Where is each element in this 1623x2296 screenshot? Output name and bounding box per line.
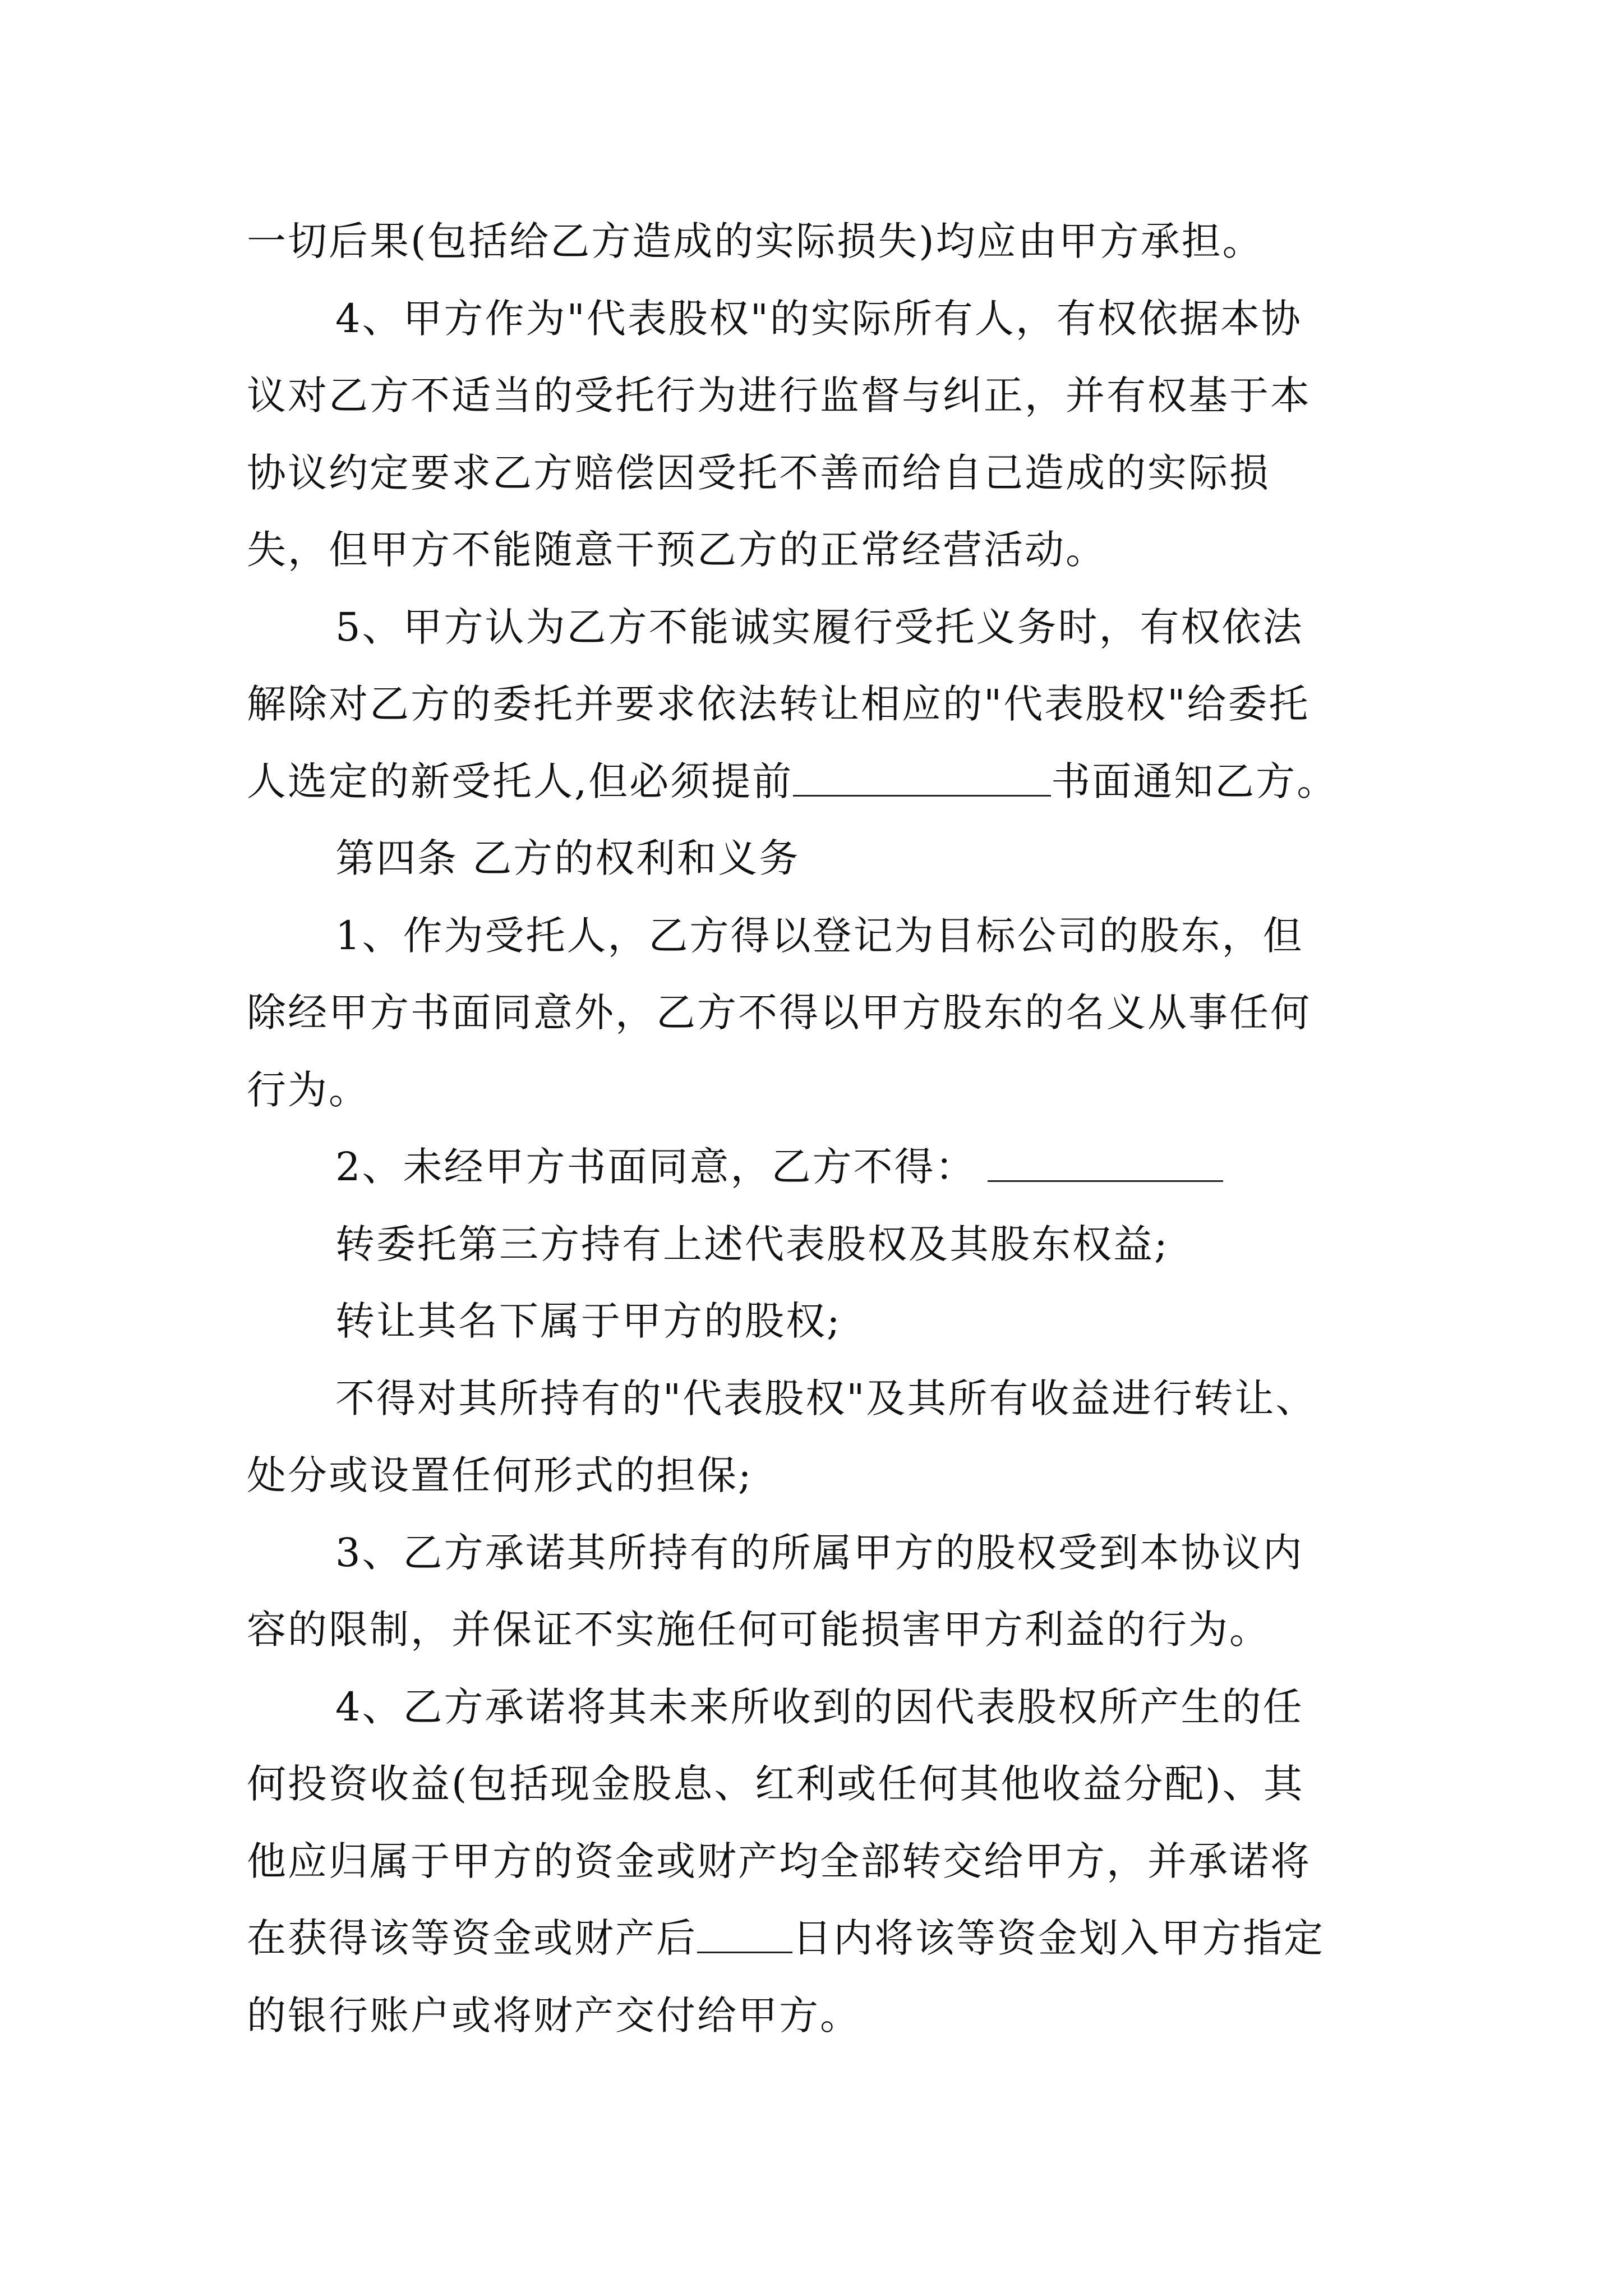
fill-in-blank[interactable] bbox=[988, 1133, 1223, 1182]
text-segment: 在获得该等资金或财产后 bbox=[247, 1915, 697, 1961]
text-line-with-blank bbox=[335, 1133, 1223, 1200]
section-heading: 第四条 乙方的权利和义务 bbox=[335, 835, 800, 881]
text-line: 处分或设置任何形式的担保; bbox=[247, 1452, 753, 1498]
text-line: 的银行账户或将财产交付给甲方。 bbox=[247, 1993, 861, 2039]
text-line: 他应归属于甲方的资金或财产均全部转交给甲方，并承诺将 bbox=[247, 1838, 1311, 1884]
fill-in-blank[interactable] bbox=[793, 748, 1051, 797]
text-line: 转让其名下属于甲方的股权; bbox=[335, 1298, 842, 1344]
text-line: 解除对乙方的委托并要求依法转让相应的"代表股权"给委托 bbox=[247, 681, 1310, 727]
text-line: 失，但甲方不能随意干预乙方的正常经营活动。 bbox=[247, 527, 1106, 573]
text-line: 容的限制，并保证不实施任何可能损害甲方利益的行为。 bbox=[247, 1607, 1270, 1653]
text-segment: 人选定的新受托人,但必须提前 bbox=[247, 758, 794, 804]
fill-in-blank[interactable] bbox=[697, 1904, 792, 1953]
text-segment: 日内将该等资金划入甲方指定 bbox=[792, 1915, 1325, 1961]
text-line: 除经甲方书面同意外，乙方不得以甲方股东的名义从事任何 bbox=[247, 990, 1311, 1036]
text-line: 转委托第三方持有上述代表股权及其股东权益; bbox=[335, 1221, 1169, 1267]
text-line: 5、甲方认为乙方不能诚实履行受托义务时，有权依法 bbox=[335, 604, 1304, 650]
text-line: 何投资收益(包括现金股息、红利或任何其他收益分配)、其 bbox=[247, 1761, 1304, 1807]
text-line: 不得对其所持有的"代表股权"及其所有收益进行转让、 bbox=[335, 1375, 1317, 1421]
text-line: 1、作为受托人，乙方得以登记为目标公司的股东，但 bbox=[335, 913, 1304, 959]
text-line: 协议约定要求乙方赔偿因受托不善而给自己造成的实际损 bbox=[247, 450, 1270, 496]
text-line: 4、乙方承诺将其未来所收到的因代表股权所产生的任 bbox=[335, 1684, 1304, 1730]
text-line: 议对乙方不适当的受托行为进行监督与纠正，并有权基于本 bbox=[247, 372, 1311, 418]
text-line: 4、甲方作为"代表股权"的实际所有人，有权依据本协 bbox=[335, 296, 1302, 342]
text-segment: 书面通知乙方。 bbox=[1051, 758, 1338, 804]
text-line: 3、乙方承诺其所持有的所属甲方的股权受到本协议内 bbox=[335, 1530, 1304, 1576]
text-line-with-blank bbox=[247, 748, 1338, 815]
text-segment: 2、未经甲方书面同意，乙方不得： bbox=[335, 1144, 976, 1190]
text-line-with-blank bbox=[247, 1904, 1325, 1972]
text-line: 行为。 bbox=[247, 1067, 370, 1113]
text-line: 一切后果(包括给乙方造成的实际损失)均应由甲方承担。 bbox=[247, 218, 1264, 264]
